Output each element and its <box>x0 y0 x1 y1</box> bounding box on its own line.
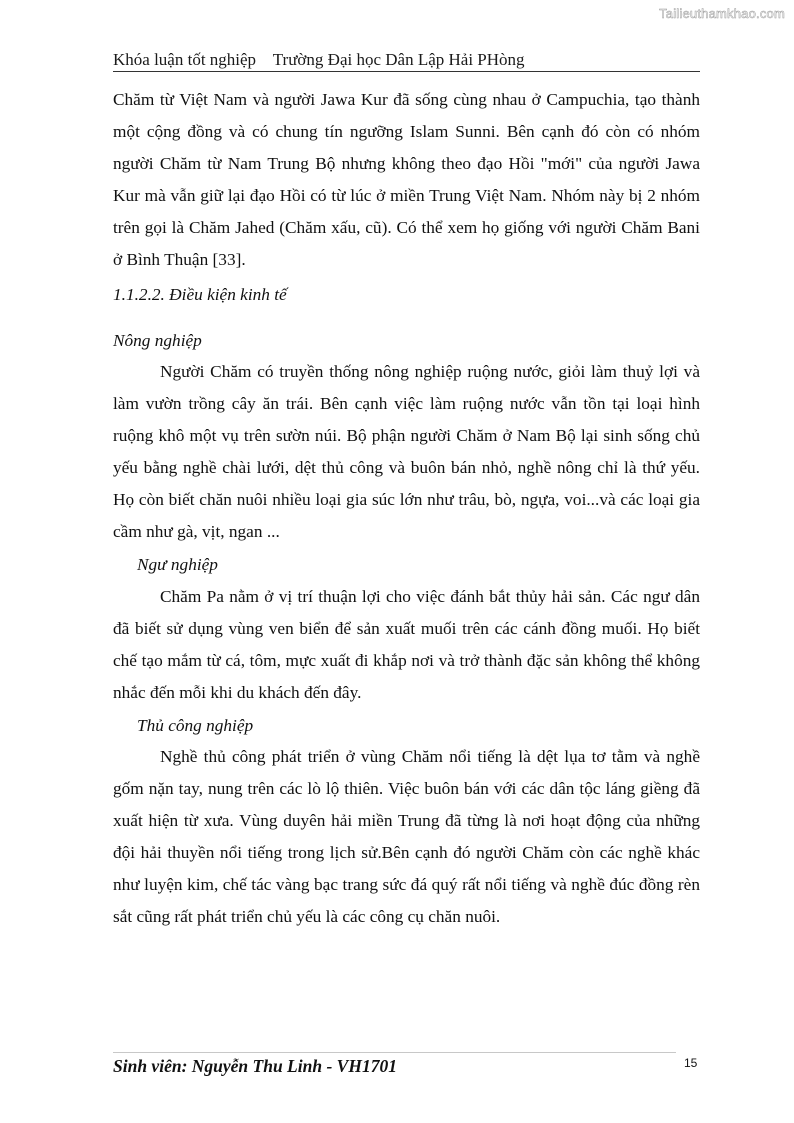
fishery-section <box>113 581 700 709</box>
page-body <box>113 84 700 276</box>
page-header <box>113 50 525 70</box>
agriculture-paragraph: Người Chăm có truyền thống nông nghiệp ruộng nước, giỏi làm thuỷ lợi và làm vườn trồng cây ăn trái. Bên cạnh việc làm ruộng nước vẫn tồn tại loại hình ruộng khô một vụ trên sườn núi. Bộ phận người Chăm ở Nam Bộ lại sinh sống chủ yếu bằng nghề chài lưới, dệt thủ công và buôn bán nhỏ, nghề nông chỉ là thứ yếu. Họ còn biết chăn nuôi nhiều loại gia súc lớn như trâu, bò, ngựa, voi...và các loại gia cầm như gà, vịt, ngan ... <box>113 362 700 541</box>
handicraft-paragraph: Nghề thủ công phát triển ở vùng Chăm nổi tiếng là dệt lụa tơ tằm và nghề gốm nặn tay, nung trên các lò lộ thiên. Việc buôn bán với các dân tộc láng giềng đã xuất hiện từ xưa. Vùng duyên hải miền Trung đã từng là nơi hoạt động của những đội hải thuyền nổi tiếng trong lịch sử.Bên cạnh đó người Chăm còn các nghề khác như luyện kim, chế tác vàng bạc trang sức đá quý rất nổi tiếng và nghề đúc đồng rèn sắt cũng rất phát triển chủ yếu là các công cụ chăn nuôi. <box>113 747 700 926</box>
header-university: Trường Đại học Dân Lập Hải PHòng <box>272 50 525 69</box>
agriculture-section <box>113 356 700 548</box>
page-number: 15 <box>684 1056 698 1070</box>
handicraft-section <box>113 741 700 933</box>
handicraft-heading: Thủ công nghiệp <box>137 716 254 735</box>
header-thesis: Khóa luận tốt nghiệp <box>113 50 257 69</box>
footer-student: Sinh viên: Nguyễn Thu Linh - VH1701 <box>113 1056 397 1076</box>
fishery-heading: Ngư nghiệp <box>137 555 218 574</box>
agriculture-heading: Nông nghiệp <box>113 331 202 350</box>
section-heading: 1.1.2.2. Điều kiện kinh tế <box>113 285 287 304</box>
intro-paragraph: Chăm từ Việt Nam và người Jawa Kur đã sống cùng nhau ở Campuchia, tạo thành một cộng đồng và có chung tín ngưỡng Islam Sunni. Bên cạnh đó còn có nhóm người Chăm từ Nam Trung Bộ nhưng không theo đạo Hồi "mới" của người Jawa Kur mà vẫn giữ lại đạo Hồi có từ lúc ở miền Trung Việt Nam. Nhóm này bị 2 nhóm trên gọi là Chăm Jahed (Chăm xấu, cũ). Có thể xem họ giống với người Chăm Bani ở Bình Thuận [33]. <box>113 90 700 269</box>
footer-divider <box>113 1052 676 1053</box>
watermark: Tailieuthamkhao.com <box>659 6 785 21</box>
fishery-paragraph: Chăm Pa nằm ở vị trí thuận lợi cho việc đánh bắt thủy hải sản. Các ngư dân đã biết sử dụng vùng ven biển để sản xuất muối trên các cánh đồng muối. Họ biết chế tạo mắm từ cá, tôm, mực xuất đi khắp nơi và trở thành đặc sản không thể không nhắc đến mỗi khi du khách đến đây. <box>113 587 700 702</box>
header-divider <box>113 71 700 72</box>
